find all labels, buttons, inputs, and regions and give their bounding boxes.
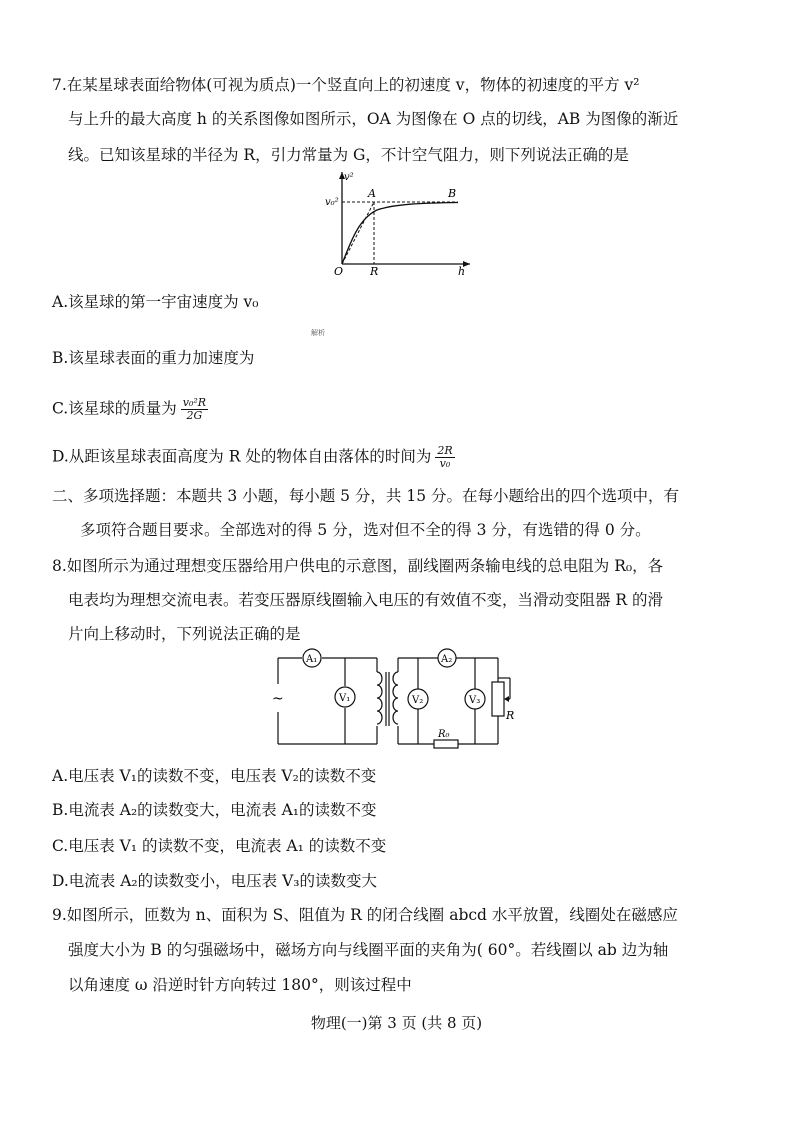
q7-option-b: B.该星球表面的重力加速度为 [52,349,255,367]
q7-option-c-den: 2G [186,409,203,422]
label-r0: R₀ [438,729,450,740]
q8-option-c: C.电压表 V₁ 的读数不变，电流表 A₁ 的读数不变 [52,837,387,855]
q7-option-a: A.该星球的第一宇宙速度为 v₀ [52,293,259,311]
q7-option-a-mark: 解析 [311,329,325,337]
label-r: R [506,709,515,722]
origin-label: O [334,265,344,278]
label-v3: V₃ [469,695,481,706]
label-v2: V₂ [412,695,424,706]
q8-circuit [272,648,522,750]
q8-option-d: D.电流表 A₂的读数变小，电压表 V₃的读数变大 [52,872,377,890]
page-footer: 物理(一)第 3 页 (共 8 页) [310,1014,483,1032]
section2-line2: 多项符合题目要求。全部选对的得 5 分，选对但不全的得 3 分，有选错的得 0 分。 [80,521,651,539]
point-a-label: A [368,187,376,200]
point-b-label: B [448,187,457,200]
q7-option-d [52,445,455,470]
q7-graph [322,168,472,280]
x-tick-label: R [370,265,379,278]
curve [342,203,458,265]
tangent-OA [342,202,374,264]
q7-option-c-text: C.该星球的质量为 [52,399,177,418]
section2-line1: 二、多项选择题：本题共 3 小题，每小题 5 分，共 15 分。在每小题给出的四个选项中，有 [52,487,680,505]
q8-option-b: B.电流表 A₂的读数变大，电流表 A₁的读数不变 [52,801,377,819]
q7-option-d-fraction [435,445,454,470]
q7-stem-line2: 与上升的最大高度 h 的关系图像如图所示，OA 为图像在 O 点的切线，AB 为图像的渐近 [68,110,679,128]
q9-stem-line2: 强度大小为 B 的匀强磁场中，磁场方向与线圈平面的夹角为( 60°。若线圈以 ab 边为轴 [68,941,669,959]
q7-stem-line1: 7.在某星球表面给物体(可视为质点)一个竖直向上的初速度 v，物体的初速度的平方 v² [52,76,640,94]
q7-option-d-num: 2R [437,444,453,457]
q7-option-c-fraction [181,397,208,422]
q7-option-d-den: v₀ [439,457,451,470]
q7-option-c-num: v₀²R [182,396,207,409]
label-a1: A₁ [306,654,318,665]
label-v1: V₁ [339,693,351,704]
y-axis-label: v² [344,172,354,183]
q8-option-a: A.电压表 V₁的读数不变，电压表 V₂的读数不变 [52,767,377,785]
q7-option-c [52,397,208,422]
q8-stem-line1: 8.如图所示为通过理想变压器给用户供电的示意图，副线圈两条输电线的总电阻为 R₀，各 [52,557,664,575]
q9-stem-line3: 以角速度 ω 沿逆时针方向转过 180°，则该过程中 [68,976,412,994]
q8-stem-line2: 电表均为理想交流电表。若变压器原线圈输入电压的有效值不变，当滑动变阻器 R 的滑 [68,591,664,609]
label-a2: A₂ [441,654,453,665]
ac-source-symbol: ~ [272,691,284,707]
q8-stem-line3: 片向上移动时，下列说法正确的是 [68,625,301,643]
q9-stem-line1: 9.如图所示，匝数为 n、面积为 S、阻值为 R 的闭合线圈 abcd 水平放置，线圈处在磁感应 [52,906,678,924]
x-axis-label: h [458,265,466,278]
q7-option-d-text: D.从距该星球表面高度为 R 处的物体自由落体的时间为 [52,447,432,466]
q7-stem-line3: 线。已知该星球的半径为 R，引力常量为 G，不计空气阻力，则下列说法正确的是 [68,146,629,164]
y-tick-label: v₀² [325,197,339,208]
